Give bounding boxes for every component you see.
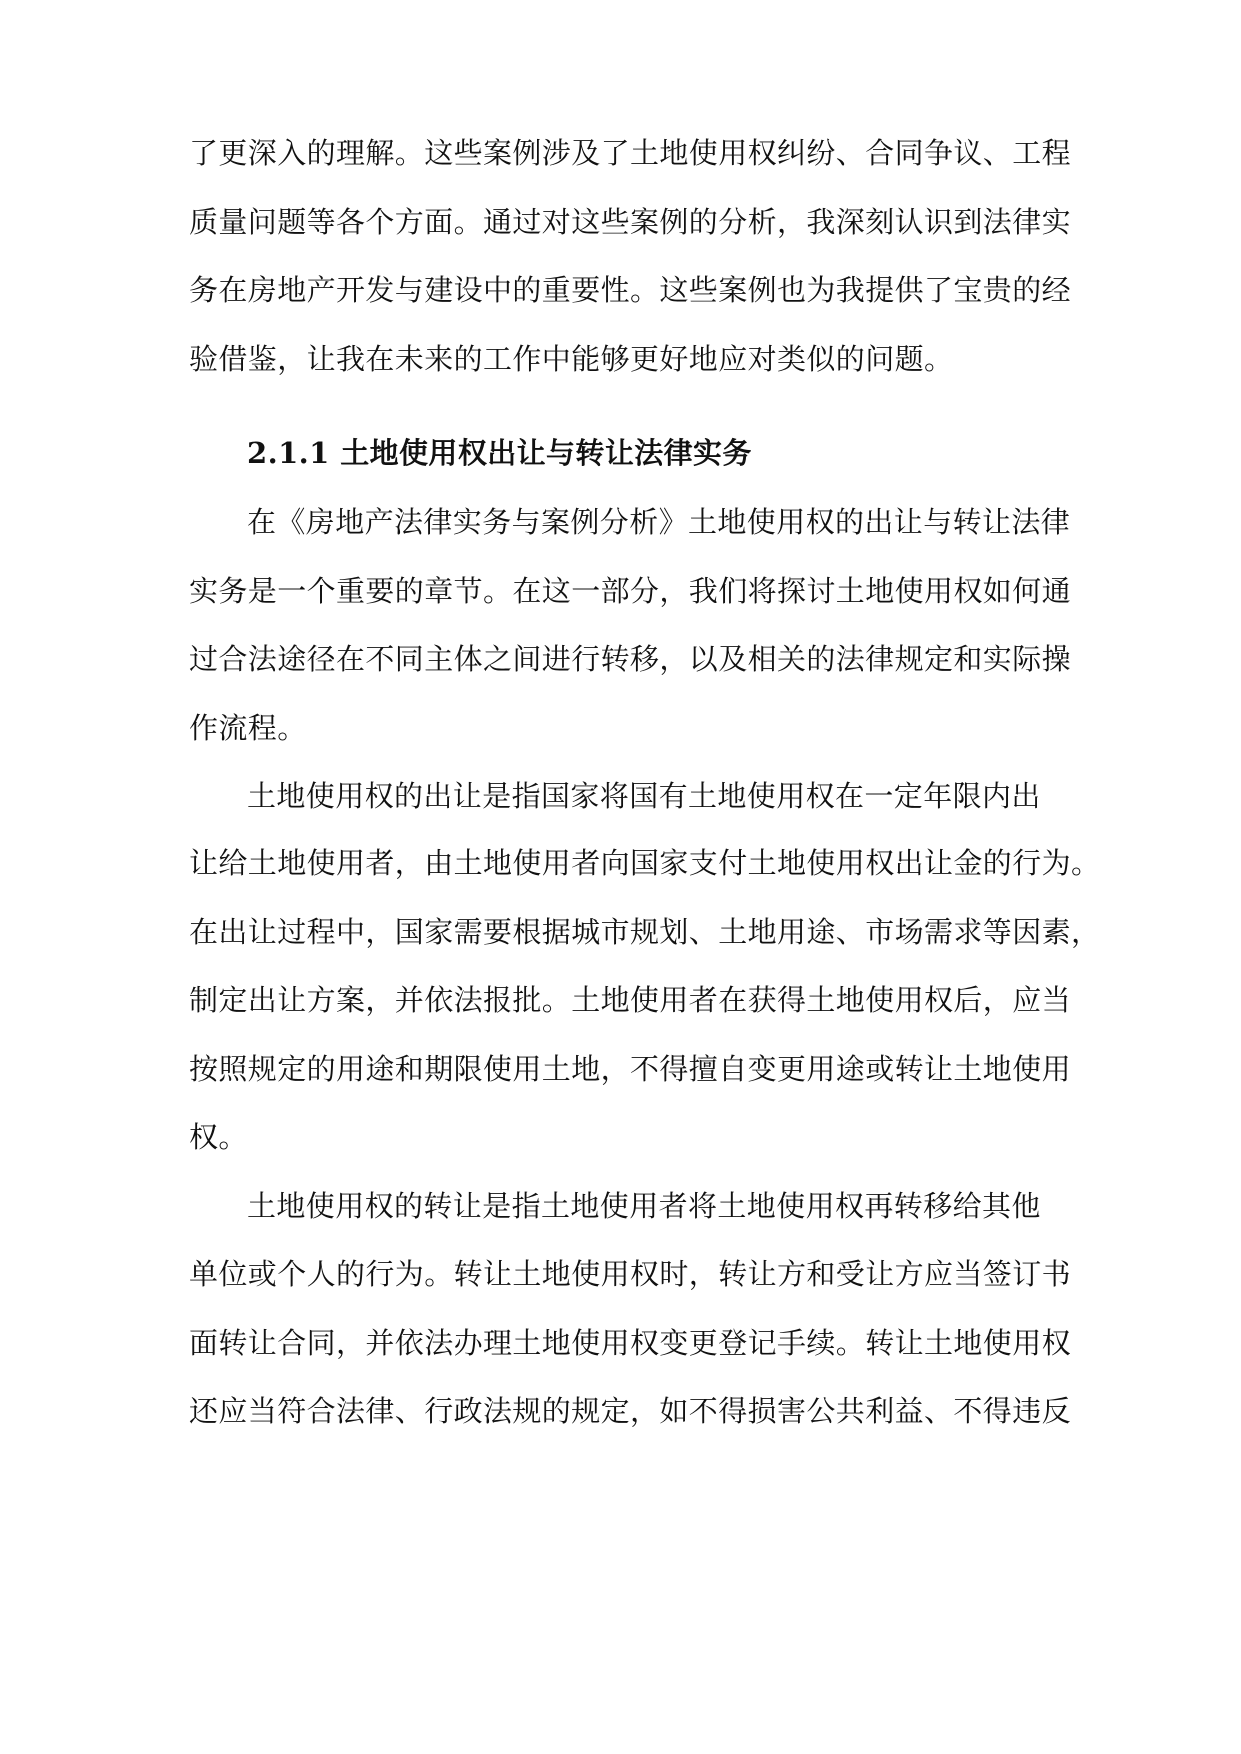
text-line: 在《房地产法律实务与案例分析》土地使用权的出让与转让法律 bbox=[247, 505, 1071, 539]
text-line: 单位或个人的行为。转让土地使用权时，转让方和受让方应当签订书 bbox=[189, 1257, 1072, 1291]
section-heading: 2.1.1 土地使用权出让与转让法律实务 bbox=[247, 436, 752, 470]
text-line: 面转让合同，并依法办理土地使用权变更登记手续。转让土地使用权 bbox=[189, 1326, 1072, 1360]
text-line: 实务是一个重要的章节。在这一部分，我们将探讨土地使用权如何通 bbox=[189, 574, 1072, 608]
text-line: 作流程。 bbox=[189, 711, 307, 745]
text-line: 验借鉴，让我在未来的工作中能够更好地应对类似的问题。 bbox=[189, 342, 954, 376]
text-line: 土地使用权的转让是指土地使用者将土地使用权再转移给其他 bbox=[247, 1189, 1041, 1223]
text-line: 在出让过程中，国家需要根据城市规划、土地用途、市场需求等因素， bbox=[189, 915, 1101, 949]
text-line: 还应当符合法律、行政法规的规定，如不得损害公共利益、不得违反 bbox=[189, 1394, 1072, 1428]
text-line: 过合法途径在不同主体之间进行转移，以及相关的法律规定和实际操 bbox=[189, 642, 1072, 676]
text-line: 让给土地使用者，由土地使用者向国家支付土地使用权出让金的行为。 bbox=[189, 846, 1101, 880]
text-line: 权。 bbox=[189, 1120, 248, 1154]
text-line: 质量问题等各个方面。通过对这些案例的分析，我深刻认识到法律实 bbox=[189, 205, 1072, 239]
text-line: 制定出让方案，并依法报批。土地使用者在获得土地使用权后，应当 bbox=[189, 983, 1072, 1017]
text-line: 按照规定的用途和期限使用土地，不得擅自变更用途或转让土地使用 bbox=[189, 1052, 1072, 1086]
text-line: 土地使用权的出让是指国家将国有土地使用权在一定年限内出 bbox=[247, 779, 1041, 813]
text-line: 务在房地产开发与建设中的重要性。这些案例也为我提供了宝贵的经 bbox=[189, 273, 1072, 307]
text-line: 了更深入的理解。这些案例涉及了土地使用权纠纷、合同争议、工程 bbox=[189, 136, 1072, 170]
